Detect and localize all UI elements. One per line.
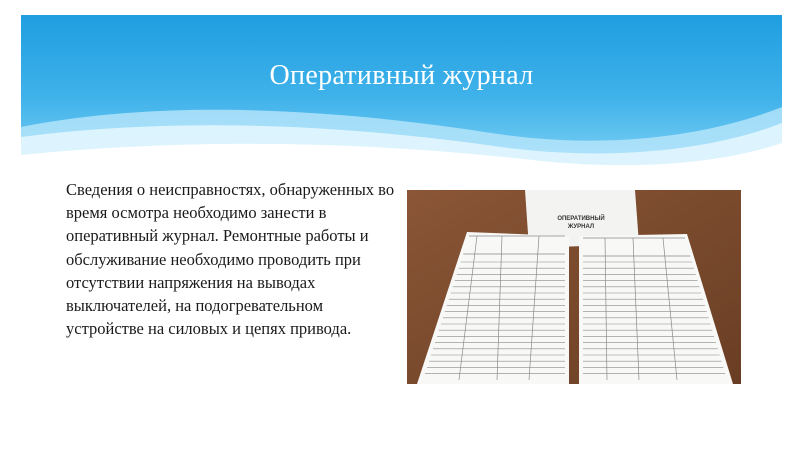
cover-text-1: ОПЕРАТИВНЫЙ (557, 216, 605, 222)
title-banner (21, 15, 782, 165)
slide-title: Оперативный журнал (269, 60, 534, 91)
cover-text-2: ЖУРНАЛ (567, 224, 595, 230)
journal-photo (407, 190, 741, 384)
body-paragraph: Сведения о неисправностях, обнаруженных во время осмотра необходимо занести в оперативный журнал. Ремонтные работы и обслуживание необходимо проводить при отсутствии напряжения на выводах выключателей, на подогревательном устройстве на силовых и цепях привода. (66, 180, 395, 339)
